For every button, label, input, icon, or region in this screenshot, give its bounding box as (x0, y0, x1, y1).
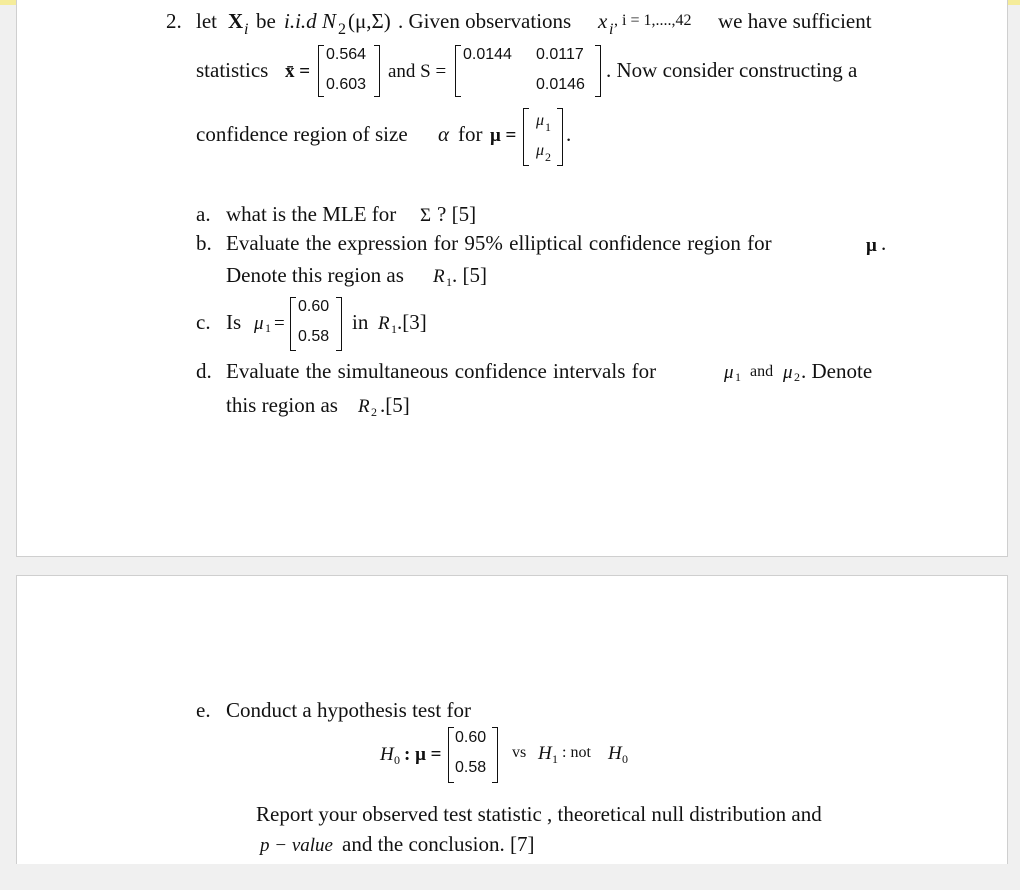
document-page-1 (16, 0, 1008, 557)
region-for: for (458, 122, 483, 146)
stats-now-text: . Now consider constructing a (606, 58, 858, 82)
part-e-H0b-sub: 0 (622, 752, 628, 766)
S-right-bracket (595, 45, 601, 97)
intro-let: let (196, 9, 217, 33)
part-d-mu2-sub: 2 (794, 370, 800, 384)
part-e-conclusion: and the conclusion. [7] (342, 832, 535, 856)
part-d-end: .[5] (380, 393, 410, 417)
part-e-H1: H (538, 743, 552, 764)
part-c-is: Is (226, 310, 242, 334)
part-c-left-bracket (290, 297, 296, 351)
part-e-text: Conduct a hypothesis test for (226, 698, 471, 722)
part-b-label: b. (196, 231, 212, 255)
intro-iid: i.i.d (284, 9, 317, 33)
part-e-H0: H (380, 744, 394, 765)
stats-label: statistics (196, 58, 269, 82)
mu-label: μ = (490, 125, 517, 146)
part-e-H1-rest: : not (562, 744, 591, 761)
part-e-right-bracket (492, 727, 498, 783)
part-c-vec-1: 0.60 (298, 298, 330, 315)
part-c-end: .[3] (397, 310, 427, 334)
region-text: confidence region of size (196, 122, 408, 146)
xbar-value-2: 0.603 (326, 76, 367, 93)
S-left-bracket (455, 45, 461, 97)
part-a-label: a. (196, 202, 211, 226)
part-b-R-sub: 1 (446, 275, 452, 289)
part-e-pvalue: p − value (260, 835, 333, 856)
part-d-and: and (750, 363, 774, 380)
mu-vec-1: μ (536, 112, 545, 129)
part-e-vec-2: 0.58 (455, 759, 487, 776)
part-d-mu1-sub: 1 (735, 370, 741, 384)
part-b-mu: μ (866, 235, 877, 256)
dist-N-sub: 2 (338, 21, 346, 38)
var-X-sub: i (244, 21, 249, 38)
part-c-eq: = (274, 313, 285, 334)
part-e-vs: vs (512, 744, 527, 761)
part-e-report: Report your observed test statistic , theoretical null distribution and (256, 802, 822, 826)
dist-args: (μ,Σ) (348, 9, 391, 33)
part-d-text1: Evaluate the simultaneous confidence intervals for (226, 359, 657, 383)
region-end: . (566, 122, 572, 146)
part-e-left-bracket (448, 727, 454, 783)
mu-vec-2-sub: 2 (545, 150, 551, 164)
part-d-denote: . Denote (801, 359, 873, 383)
obs-range: , i = 1,....,42 (614, 12, 692, 29)
xbar-value-1: 0.564 (326, 46, 367, 63)
intro-be: be (256, 9, 276, 33)
part-a-sigma: Σ (420, 205, 432, 226)
part-c-vec-2: 0.58 (298, 328, 330, 345)
part-a-end: ? [5] (437, 202, 477, 226)
dist-N: N (322, 9, 337, 33)
part-b-R: R (433, 266, 445, 287)
part-b-text1: Evaluate the expression for 95% elliptical confidence region for (226, 231, 772, 255)
part-d-R: R (358, 396, 370, 417)
mu-vec-2: μ (536, 142, 545, 159)
xbar-label: x̄ = (285, 61, 311, 82)
part-a-text: what is the MLE for (226, 202, 397, 226)
part-d-mu1: μ (724, 362, 734, 383)
alpha-symbol: α (438, 122, 450, 146)
part-c-mu: μ (254, 313, 264, 334)
question-number: 2. (166, 9, 182, 33)
part-d-label: d. (196, 359, 212, 383)
part-e-label: e. (196, 698, 211, 722)
and-S-label: and S = (388, 61, 447, 82)
document-page-2 (16, 575, 1008, 876)
mu-vec-1-sub: 1 (545, 120, 551, 134)
part-b-end: . [5] (452, 263, 487, 287)
intro-given: . Given observations (398, 9, 572, 33)
S-value-11: 0.0144 (463, 46, 512, 63)
part-c-R-sub: 1 (391, 322, 397, 336)
part-e-vec-1: 0.60 (455, 729, 487, 746)
part-b-dot: . (881, 231, 887, 255)
part-e-H0-mid: : μ = (404, 744, 442, 765)
var-X: X (228, 9, 244, 33)
part-c-in: in (352, 310, 369, 334)
obs-x: x (598, 9, 608, 33)
part-d-R-sub: 2 (371, 405, 377, 419)
part-c-mu-sub: 1 (265, 321, 271, 335)
part-c-R: R (378, 313, 390, 334)
part-d-mu2: μ (783, 362, 793, 383)
part-e-H0b: H (608, 743, 622, 764)
xbar-left-bracket (318, 45, 324, 97)
part-d-text2: this region as (226, 393, 338, 417)
part-e-H1-sub: 1 (552, 752, 558, 766)
part-e-H0-sub: 0 (394, 753, 400, 767)
S-value-12: 0.0117 (536, 46, 584, 63)
mu-right-bracket (557, 108, 563, 166)
part-b-text2: Denote this region as (226, 263, 404, 287)
part-c-label: c. (196, 310, 211, 334)
window-bottom-strip (0, 864, 1020, 890)
obs-x-sub: i (609, 21, 614, 38)
xbar-right-bracket (374, 45, 380, 97)
part-c-right-bracket (336, 297, 342, 351)
intro-we-have: we have sufficient (718, 9, 872, 33)
S-value-22: 0.0146 (536, 76, 585, 93)
mu-left-bracket (523, 108, 529, 166)
